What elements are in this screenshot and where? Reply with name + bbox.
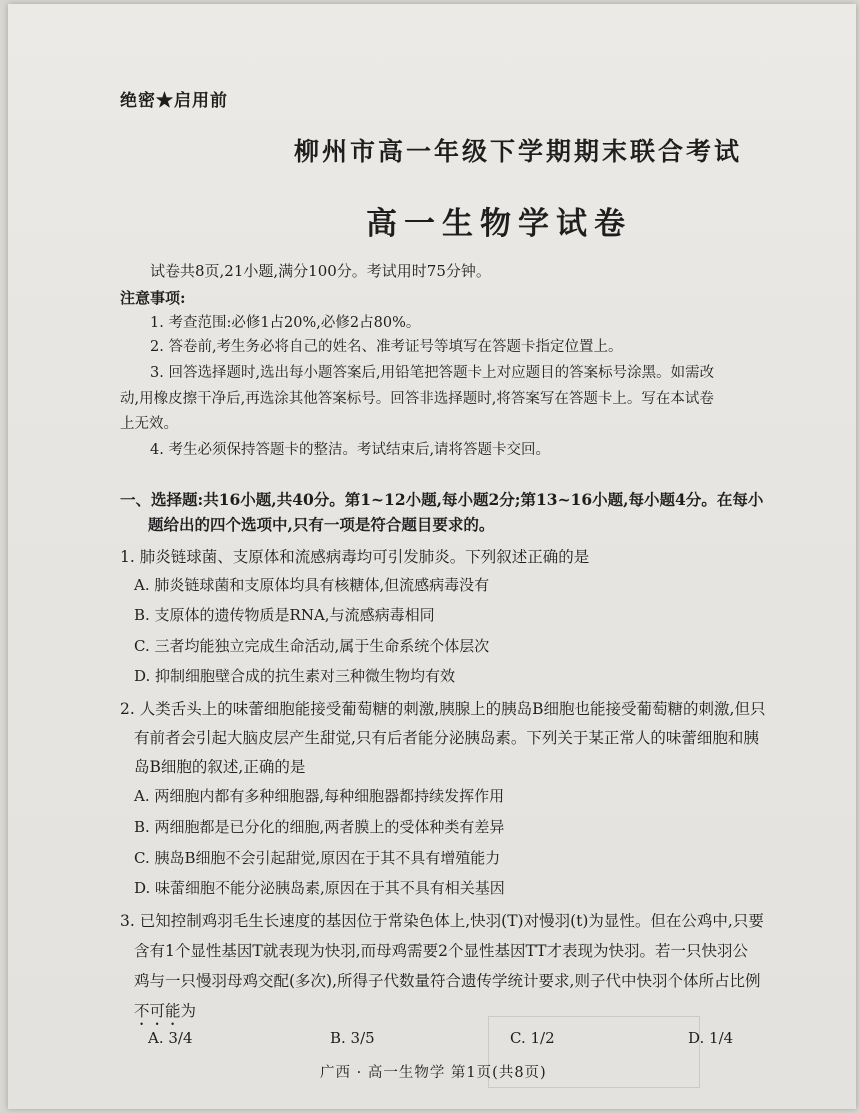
paper-title: 高一生物学试卷 xyxy=(366,206,632,242)
question-2-option-c: C. 胰岛B细胞不会引起甜觉,原因在于其不具有增殖能力 xyxy=(134,849,501,867)
question-1-option-d: D. 抑制细胞壁合成的抗生素对三种微生物均有效 xyxy=(134,667,456,685)
question-2-stem-continued: 有前者会引起大脑皮层产生甜觉,只有后者能分泌胰岛素。下列关于某正常人的味蕾细胞和胰 xyxy=(134,729,759,747)
emphasized-text: 不可能 xyxy=(134,1002,181,1020)
notice-item: 1. 考查范围:必修1占20%,必修2占80%。 xyxy=(150,315,421,331)
notice-heading: 注意事项: xyxy=(120,289,186,307)
question-2-option-d: D. 味蕾细胞不能分泌胰岛素,原因在于其不具有相关基因 xyxy=(134,879,505,897)
question-3-stem-continued: 含有1个显性基因T就表现为快羽,而母鸡需要2个显性基因TT才表现为快羽。若一只快羽公 xyxy=(134,942,748,960)
question-2-option-b: B. 两细胞都是已分化的细胞,两者膜上的受体种类有差异 xyxy=(134,818,505,836)
notice-item-continued: 动,用橡皮擦干净后,再选涂其他答案标号。回答非选择题时,将答案写在答题卡上。写在本试卷 xyxy=(120,391,714,407)
notice-item-continued: 上无效。 xyxy=(120,416,178,432)
section-heading-continued: 题给出的四个选项中,只有一项是符合题目要求的。 xyxy=(148,515,495,534)
question-3-option-d: D. 1/4 xyxy=(688,1029,734,1047)
exam-title: 柳州市高一年级下学期期末联合考试 xyxy=(294,137,743,166)
page-footer: 广西 · 高一生物学 第1页(共8页) xyxy=(320,1065,547,1081)
question-3-stem-continued: 鸡与一只慢羽母鸡交配(多次),所得子代数量符合遗传学统计要求,则子代中快羽个体所占比例 xyxy=(134,972,761,990)
secret-label: 绝密★启用前 xyxy=(120,91,228,111)
question-3-stem-tail: 为 xyxy=(180,1002,197,1020)
question-2-option-a: A. 两细胞内都有多种细胞器,每种细胞器都持续发挥作用 xyxy=(134,787,505,805)
question-2-stem-continued: 岛B细胞的叙述,正确的是 xyxy=(134,758,306,776)
notice-item: 3. 回答选择题时,选出每小题答案后,用铅笔把答题卡上对应题目的答案标号涂黑。如需改 xyxy=(150,365,715,381)
notice-item: 4. 考生必须保持答题卡的整洁。考试结束后,请将答题卡交回。 xyxy=(150,442,551,458)
question-2-stem: 2. 人类舌头上的味蕾细胞能接受葡萄糖的刺激,胰腺上的胰岛B细胞也能接受葡萄糖的刺激,但只 xyxy=(120,700,766,718)
exam-page xyxy=(8,4,856,1109)
question-3-option-b: B. 3/5 xyxy=(330,1029,375,1047)
question-1-option-c: C. 三者均能独立完成生命活动,属于生命系统个体层次 xyxy=(134,637,490,655)
question-1-option-b: B. 支原体的遗传物质是RNA,与流感病毒相同 xyxy=(134,606,435,624)
question-3-stem-end xyxy=(134,999,196,1029)
question-3-stem: 3. 已知控制鸡羽毛生长速度的基因位于常染色体上,快羽(T)对慢羽(t)为显性。但在公鸡中,只要 xyxy=(120,912,764,930)
section-heading: 一、选择题:共16小题,共40分。第1~12小题,每小题2分;第13~16小题,每小题4分。在每小 xyxy=(120,490,764,509)
question-1-option-a: A. 肺炎链球菌和支原体均具有核糖体,但流感病毒没有 xyxy=(134,576,490,594)
question-3-option-a: A. 3/4 xyxy=(148,1029,193,1047)
exam-intro: 试卷共8页,21小题,满分100分。考试用时75分钟。 xyxy=(150,262,491,280)
notice-item: 2. 答卷前,考生务必将自己的姓名、准考证号等填写在答题卡指定位置上。 xyxy=(150,339,623,355)
question-3-option-c: C. 1/2 xyxy=(510,1029,555,1047)
question-1-stem: 1. 肺炎链球菌、支原体和流感病毒均可引发肺炎。下列叙述正确的是 xyxy=(120,548,590,566)
